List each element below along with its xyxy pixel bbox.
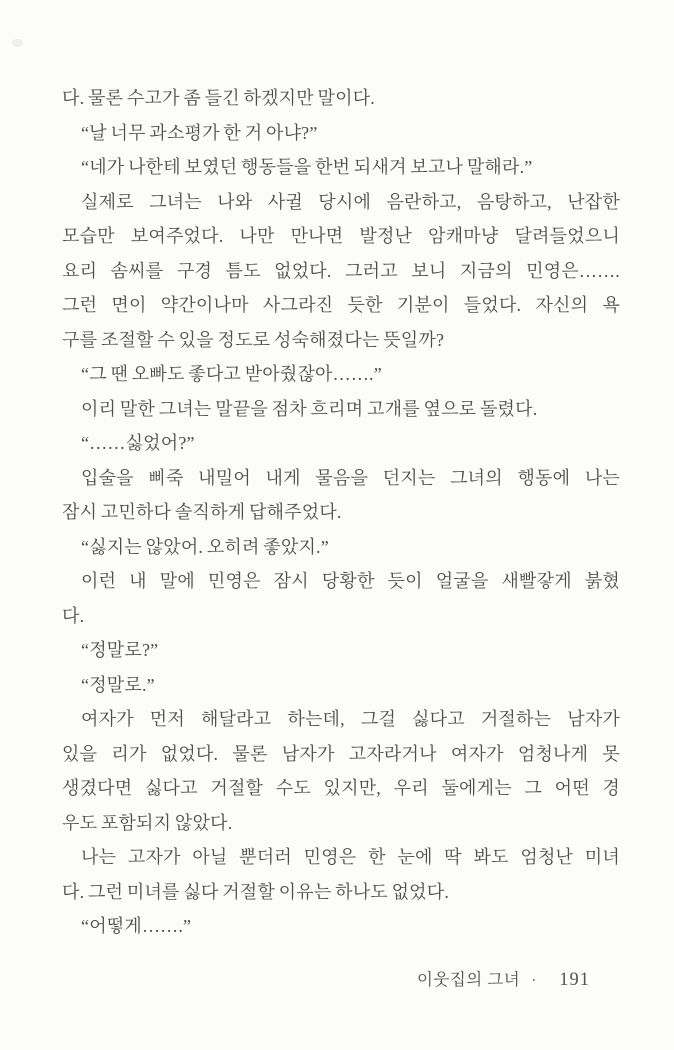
text-line: 다. [62, 605, 85, 626]
paragraph [62, 357, 620, 392]
text-line: 있을 리가 없었다. 물론 남자가 고자라거나 여자가 엄청나게 못 [62, 743, 620, 764]
text-line: 나는 고자가 아닐 뿐더러 민영은 한 눈에 딱 봐도 엄청난 미녀 [81, 847, 620, 867]
footer-separator-dot: · [531, 973, 537, 989]
text-line: 구를 조절할 수 있을 정도로 성숙해졌다는 뜻일까? [62, 329, 445, 350]
text-line: “네가 나한테 보였던 행동들을 한번 되새겨 보고나 말해라.” [81, 157, 533, 177]
paragraph [62, 668, 620, 703]
paragraph [62, 530, 620, 565]
text-line: 이런 내 말에 민영은 잠시 당황한 듯이 얼굴을 새빨갛게 붉혔 [81, 571, 620, 591]
text-line: 다. 물론 수고가 좀 들긴 하겠지만 말이다. [62, 88, 376, 108]
text-line: 모습만 보여주었다. 나만 만나면 발정난 암캐마냥 달려들었으니 [62, 226, 620, 246]
text-line: 생겼다면 싫다고 거절할 수도 있지만, 우리 둘에게는 그 어떤 경 [62, 778, 620, 798]
text-line: “날 너무 과소평가 한 거 아냐?” [81, 122, 318, 143]
paragraph [62, 909, 620, 944]
paragraph [62, 840, 620, 909]
text-line: 잠시 고민하다 솔직하게 답해주었다. [62, 502, 342, 522]
text-line: 이리 말한 그녀는 말끝을 점차 흐리며 고개를 옆으로 돌렸다. [81, 398, 538, 419]
text-line: 다. 그런 미녀를 싫다 거절할 이유는 하나도 없었다. [62, 881, 450, 902]
paragraph [62, 426, 620, 461]
paragraph [62, 185, 620, 358]
paragraph [62, 461, 620, 530]
text-line: 요리 솜씨를 구경 틈도 없었다. 그러고 보니 지금의 민영은……. [62, 260, 620, 281]
text-line: “어떻게…….” [81, 916, 192, 936]
paragraph [62, 116, 620, 151]
text-line: 실제로 그녀는 나와 사귈 당시에 음란하고, 음탕하고, 난잡한 [81, 191, 620, 212]
paragraph [62, 564, 620, 633]
text-line: 입술을 삐죽 내밀어 내게 물음을 던지는 그녀의 행동에 나는 [81, 467, 620, 488]
text-line: “정말로?” [81, 640, 159, 660]
text-line: 여자가 먼저 해달라고 하는데, 그걸 싫다고 거절하는 남자가 [81, 709, 620, 729]
text-block [62, 81, 620, 944]
text-line: 우도 포함되지 않았다. [62, 812, 233, 833]
paragraph [62, 150, 620, 185]
chapter-title: 이웃집의 그녀 [416, 970, 521, 989]
paragraph [62, 633, 620, 668]
text-line: “그 땐 오빠도 좋다고 받아줬잖아…….” [81, 364, 382, 384]
paragraph [62, 392, 620, 427]
text-line: “정말로.” [81, 674, 155, 695]
text-line: “……싫었어?” [81, 433, 195, 453]
text-line: “싫지는 않았어. 오히려 좋았지.” [81, 536, 329, 557]
page-number: 191 [559, 970, 590, 990]
paragraph [62, 702, 620, 840]
text-line: 그런 면이 약간이나마 사그라진 듯한 기분이 들었다. 자신의 욕 [62, 295, 620, 315]
scan-artifact [12, 39, 23, 47]
paragraph [62, 81, 620, 116]
page-footer [417, 966, 590, 991]
